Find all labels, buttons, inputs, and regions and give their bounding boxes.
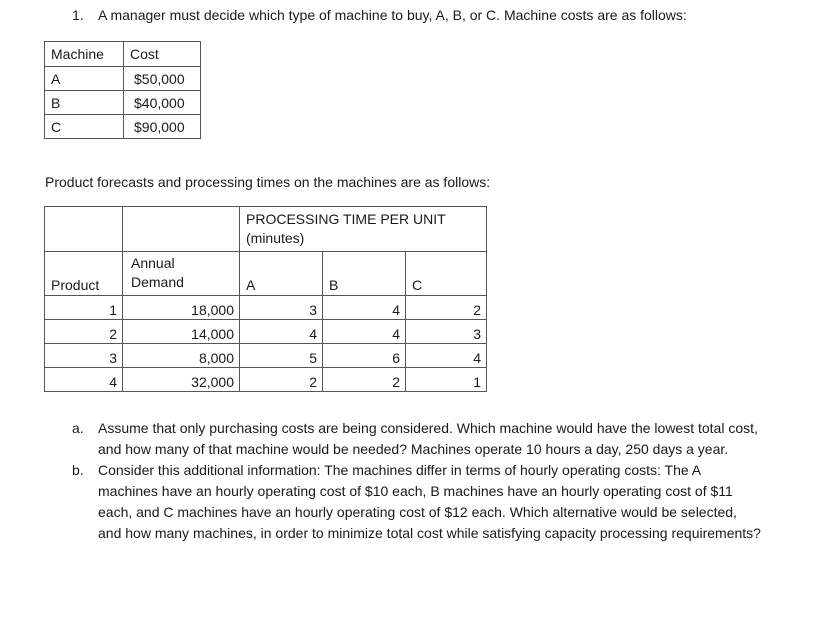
- table-row: [45, 344, 487, 368]
- time-a-cell: 5: [240, 344, 323, 368]
- question-1: [72, 7, 687, 23]
- time-a-cell: 3: [240, 296, 323, 320]
- table-row: [45, 320, 487, 344]
- empty-cell: [123, 207, 240, 252]
- header-machine-b: B: [323, 252, 406, 296]
- processing-time-header: [240, 207, 487, 252]
- machine-cell: A: [45, 67, 124, 91]
- time-c-cell: 1: [406, 368, 487, 392]
- product-cell: 3: [45, 344, 123, 368]
- sub-question-a: [72, 418, 762, 460]
- header-annual-demand: [123, 252, 240, 296]
- cost-cell: $50,000: [124, 67, 201, 91]
- demand-cell: 8,000: [123, 344, 240, 368]
- table-row: [45, 296, 487, 320]
- sub-question-label: b.: [72, 462, 84, 478]
- time-b-cell: 2: [323, 368, 406, 392]
- question-text: A manager must decide which type of machine to buy, A, B, or C. Machine costs are as follows:: [98, 7, 687, 23]
- machine-cell: C: [45, 115, 124, 139]
- time-c-cell: 4: [406, 344, 487, 368]
- sub-question-text: Consider this additional information: The machines differ in terms of hourly operating costs: The A machines have an hourly operating cost of $10 each, B machines have an hourly operating cost of $11 each, and C machines have an hourly operating cost of $12 each. Which alternative would be selected, and how many machines, in order to minimize total cost while satisfying capacity processing requirements?: [98, 462, 761, 541]
- processing-time-unit: (minutes): [246, 229, 305, 246]
- cost-cell: $90,000: [124, 115, 201, 139]
- table-row: [45, 67, 201, 91]
- header-product: Product: [45, 252, 123, 296]
- table-row: [45, 91, 201, 115]
- header-machine: Machine: [45, 42, 124, 67]
- table-row: [45, 368, 487, 392]
- demand-cell: 18,000: [123, 296, 240, 320]
- demand-cell: 32,000: [123, 368, 240, 392]
- demand-cell: 14,000: [123, 320, 240, 344]
- product-cell: 4: [45, 368, 123, 392]
- group-header-row: [45, 207, 487, 252]
- sub-question-label: a.: [72, 420, 84, 436]
- machine-cell: B: [45, 91, 124, 115]
- time-b-cell: 4: [323, 320, 406, 344]
- processing-time-table: [44, 206, 487, 392]
- time-c-cell: 2: [406, 296, 487, 320]
- empty-cell: [45, 207, 123, 252]
- sub-questions: [72, 418, 762, 544]
- question-number: 1.: [72, 7, 84, 23]
- processing-time-title: PROCESSING TIME PER UNIT: [246, 211, 446, 227]
- time-b-cell: 6: [323, 344, 406, 368]
- product-cell: 2: [45, 320, 123, 344]
- header-cost: Cost: [124, 42, 201, 67]
- time-b-cell: 4: [323, 296, 406, 320]
- cost-cell: $40,000: [124, 91, 201, 115]
- time-a-cell: 2: [240, 368, 323, 392]
- forecast-intro: Product forecasts and processing times on the machines are as follows:: [45, 174, 491, 190]
- product-cell: 1: [45, 296, 123, 320]
- column-header-row: [45, 252, 487, 296]
- header-machine-a: A: [240, 252, 323, 296]
- sub-question-b: [72, 460, 762, 544]
- header-machine-c: C: [406, 252, 487, 296]
- time-a-cell: 4: [240, 320, 323, 344]
- table-row: [45, 115, 201, 139]
- header-demand-line2: Demand: [131, 274, 184, 291]
- table-header-row: [45, 42, 201, 67]
- sub-question-text: Assume that only purchasing costs are being considered. Which machine would have the lowest total cost, and how many of that machine would be needed? Machines operate 10 hours a day, 250 days a year.: [98, 420, 758, 457]
- header-demand-line1: Annual: [131, 255, 175, 272]
- time-c-cell: 3: [406, 320, 487, 344]
- machine-cost-table: [44, 41, 201, 139]
